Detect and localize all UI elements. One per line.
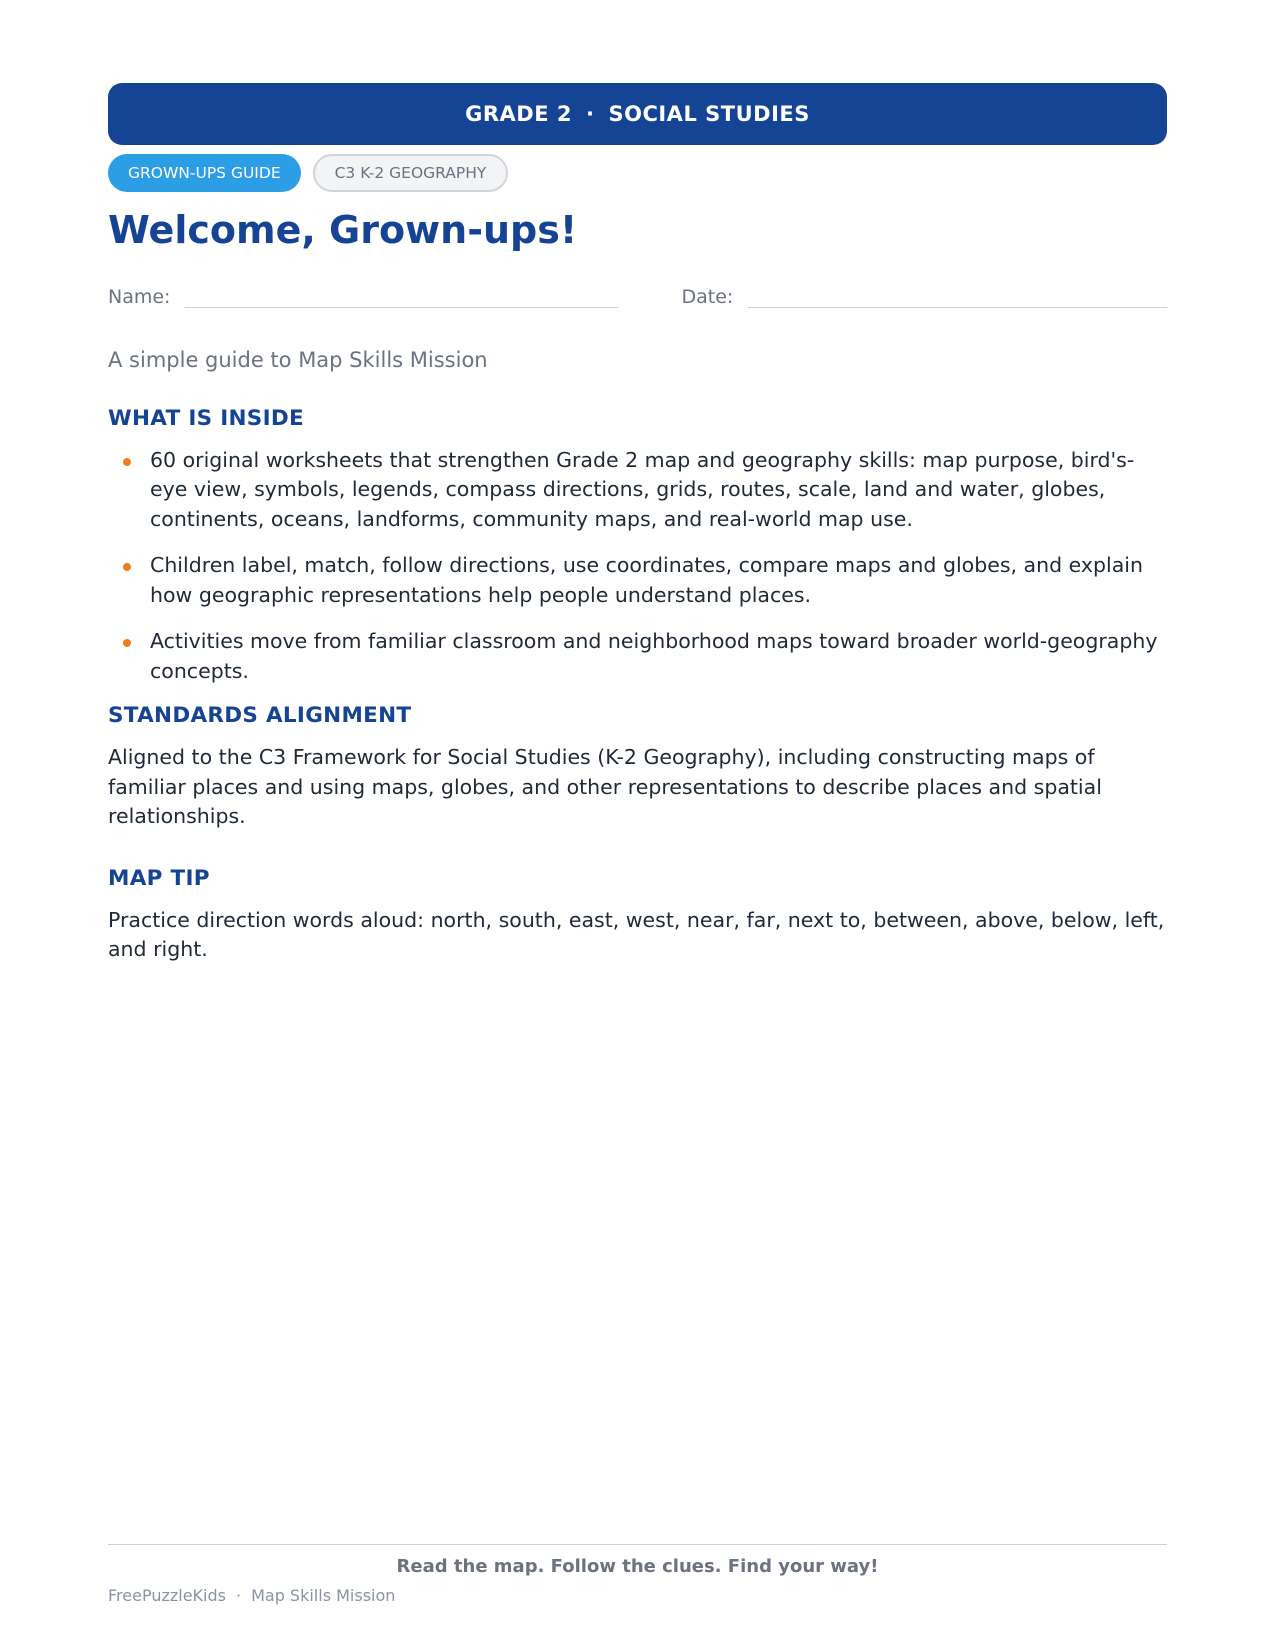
tip-text: Practice direction words aloud: north, south, east, west, near, far, next to, between, above, below, left, and right. [108, 907, 1165, 962]
worksheet-page [108, 83, 1167, 965]
date-label: Date: [681, 285, 734, 308]
section-heading-inside: WHAT IS INSIDE [108, 405, 305, 431]
footer-credit [108, 1586, 1167, 1605]
list-item-text: Children label, match, follow directions, use coordinates, compare maps and globes, and explain how geographic representations help people understand places. [150, 553, 1143, 607]
name-field[interactable] [185, 283, 618, 308]
footer-separator: · [235, 1586, 242, 1605]
page-title: Welcome, Grown-ups! [108, 208, 578, 252]
inside-list [108, 446, 1167, 687]
list-item [108, 446, 1167, 535]
footer-brand: FreePuzzleKids [108, 1586, 226, 1605]
section-heading-standards: STANDARDS ALIGNMENT [108, 703, 412, 729]
guide-tag: GROWN-UPS GUIDE [108, 154, 301, 192]
header-banner [108, 83, 1167, 145]
section-heading-tip: MAP TIP [108, 865, 210, 891]
page-subtitle: A simple guide to Map Skills Mission [108, 347, 488, 372]
tag-row [108, 154, 1167, 192]
list-item [108, 551, 1167, 610]
list-item [108, 627, 1167, 686]
list-item-text: 60 original worksheets that strengthen Grade 2 map and geography skills: map purpose, bird's-eye view, symbols, legends, compass directions, grids, routes, scale, land and water, globes, continents, oceans, landforms, community maps, and real-world map use. [150, 447, 1135, 531]
banner-subject: SOCIAL STUDIES [608, 102, 810, 126]
bullet-icon [123, 639, 131, 647]
standard-tag: C3 K-2 GEOGRAPHY [313, 154, 509, 192]
footer-tagline: Read the map. Follow the clues. Find your way! [396, 1556, 879, 1577]
date-field[interactable] [748, 283, 1167, 308]
bullet-icon [123, 458, 131, 466]
name-date-row [108, 278, 1167, 308]
name-label: Name: [108, 285, 171, 308]
footer-product: Map Skills Mission [251, 1586, 396, 1605]
list-item-text: Activities move from familiar classroom and neighborhood maps toward broader world-geography concepts. [150, 629, 1158, 683]
footer-divider [108, 1544, 1167, 1545]
page-footer [108, 1544, 1167, 1605]
standards-text: Aligned to the C3 Framework for Social Studies (K-2 Geography), including constructing maps of familiar places and using maps, globes, and other representations to describe places and spatial relationships. [108, 745, 1102, 829]
banner-grade: GRADE 2 [465, 102, 572, 126]
bullet-icon [123, 563, 131, 571]
banner-separator: · [586, 102, 595, 126]
